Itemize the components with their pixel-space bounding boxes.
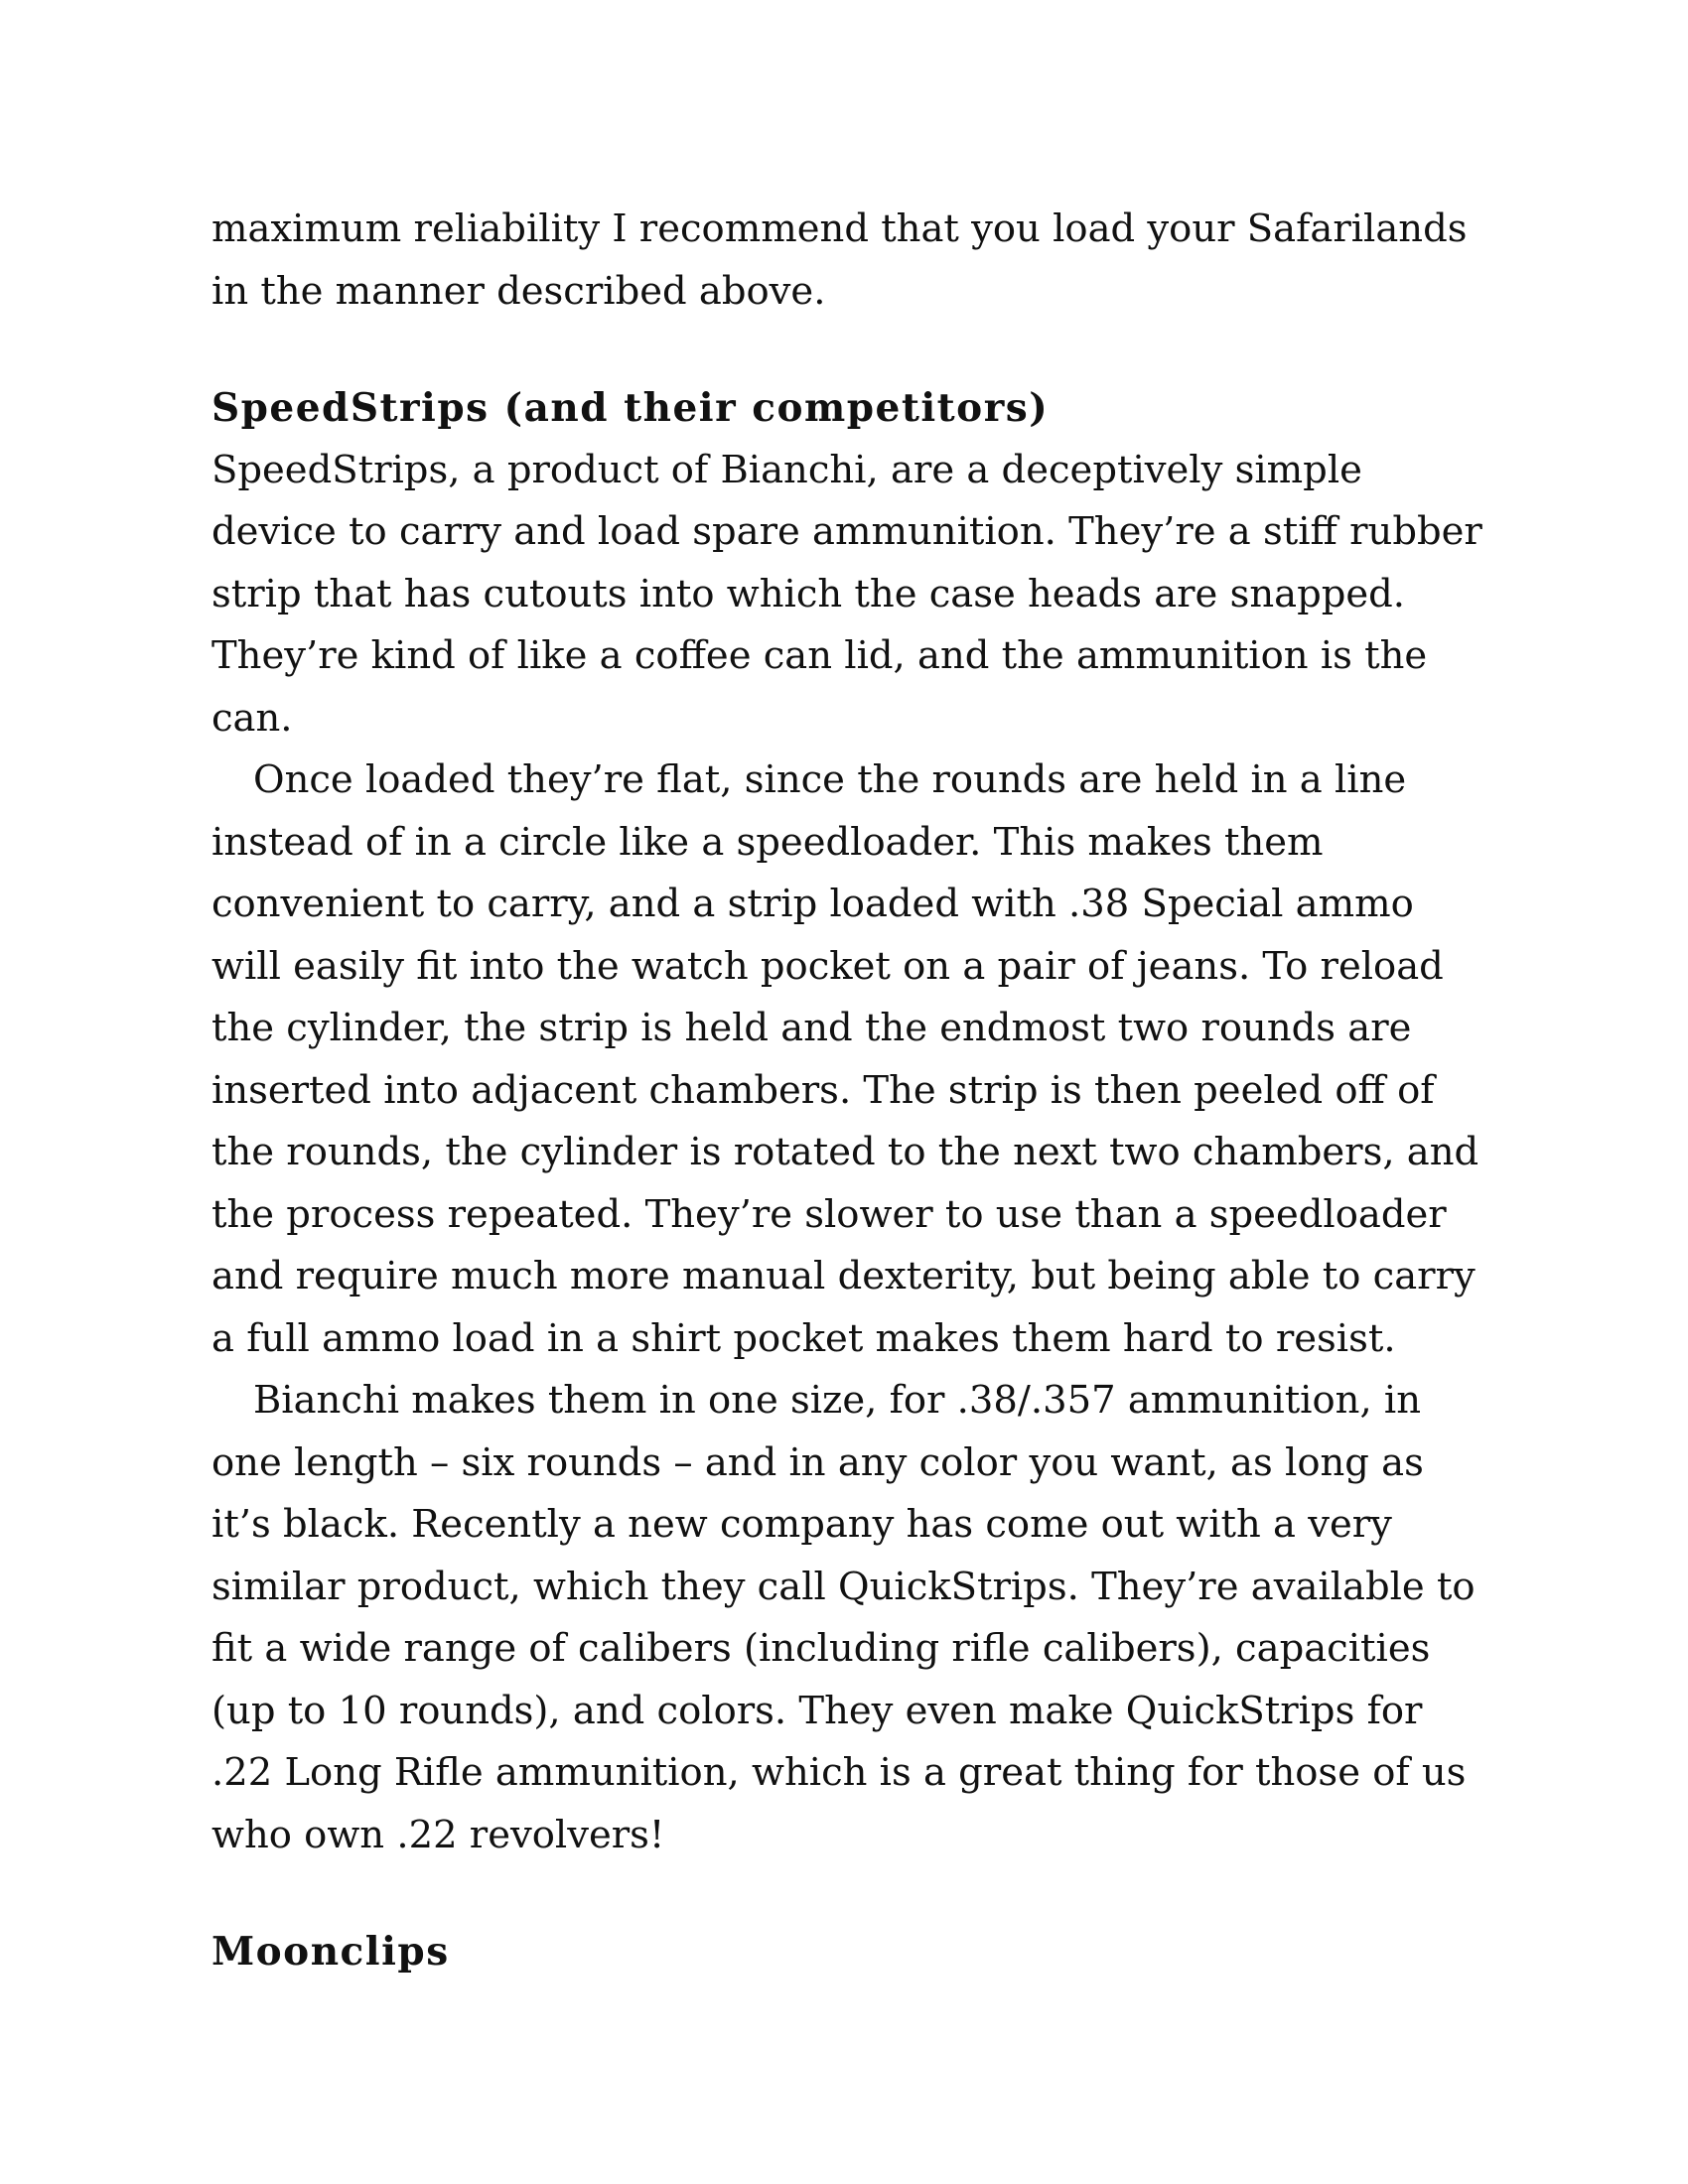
continuation-paragraph: maximum reliability I recommend that you load your Safarilands in the manner described above.	[211, 206, 1468, 314]
document-page	[211, 199, 1492, 1983]
speedstrips-paragraph-1: SpeedStrips, a product of Bianchi, are a deceptively simple device to carry and load spare ammunition. They’re a stiff rubber strip that has cutouts into which the case heads are snapped. They’re kind of like a coffee can lid, and the ammunition is the can.	[211, 447, 1482, 741]
speedstrips-paragraph-3: Bianchi makes them in one size, for .38/.357 ammunition, in one length – six rounds – and in any color you want, as long as it’s black. Recently a new company has come out with a very similar product, which they call QuickStrips. They’re available to fit a wide range of calibers (including rifle calibers), capacities (up to 10 rounds), and colors. They even make QuickStrips for .22 Long Rifle ammunition, which is a great thing for those of us who own .22 revolvers!	[211, 1378, 1476, 1857]
section-heading-moonclips: Moonclips	[211, 1929, 450, 1975]
section-heading-speedstrips: SpeedStrips (and their competitors)	[211, 385, 1050, 431]
speedstrips-paragraph-2: Once loaded they’re flat, since the rounds are held in a line instead of in a circle like a speedloader. This makes them convenient to carry, and a strip loaded with .38 Special ammo will easily fit into the watch pocket on a pair of jeans. To reload the cylinder, the strip is held and the endmost two rounds are inserted into adjacent chambers. The strip is then peeled off of the rounds, the cylinder is rotated to the next two chambers, and the process repeated. They’re slower to use than a speedloader and require much more manual dexterity, but being able to carry a full ammo load in a shirt pocket makes them hard to resist.	[211, 757, 1479, 1361]
